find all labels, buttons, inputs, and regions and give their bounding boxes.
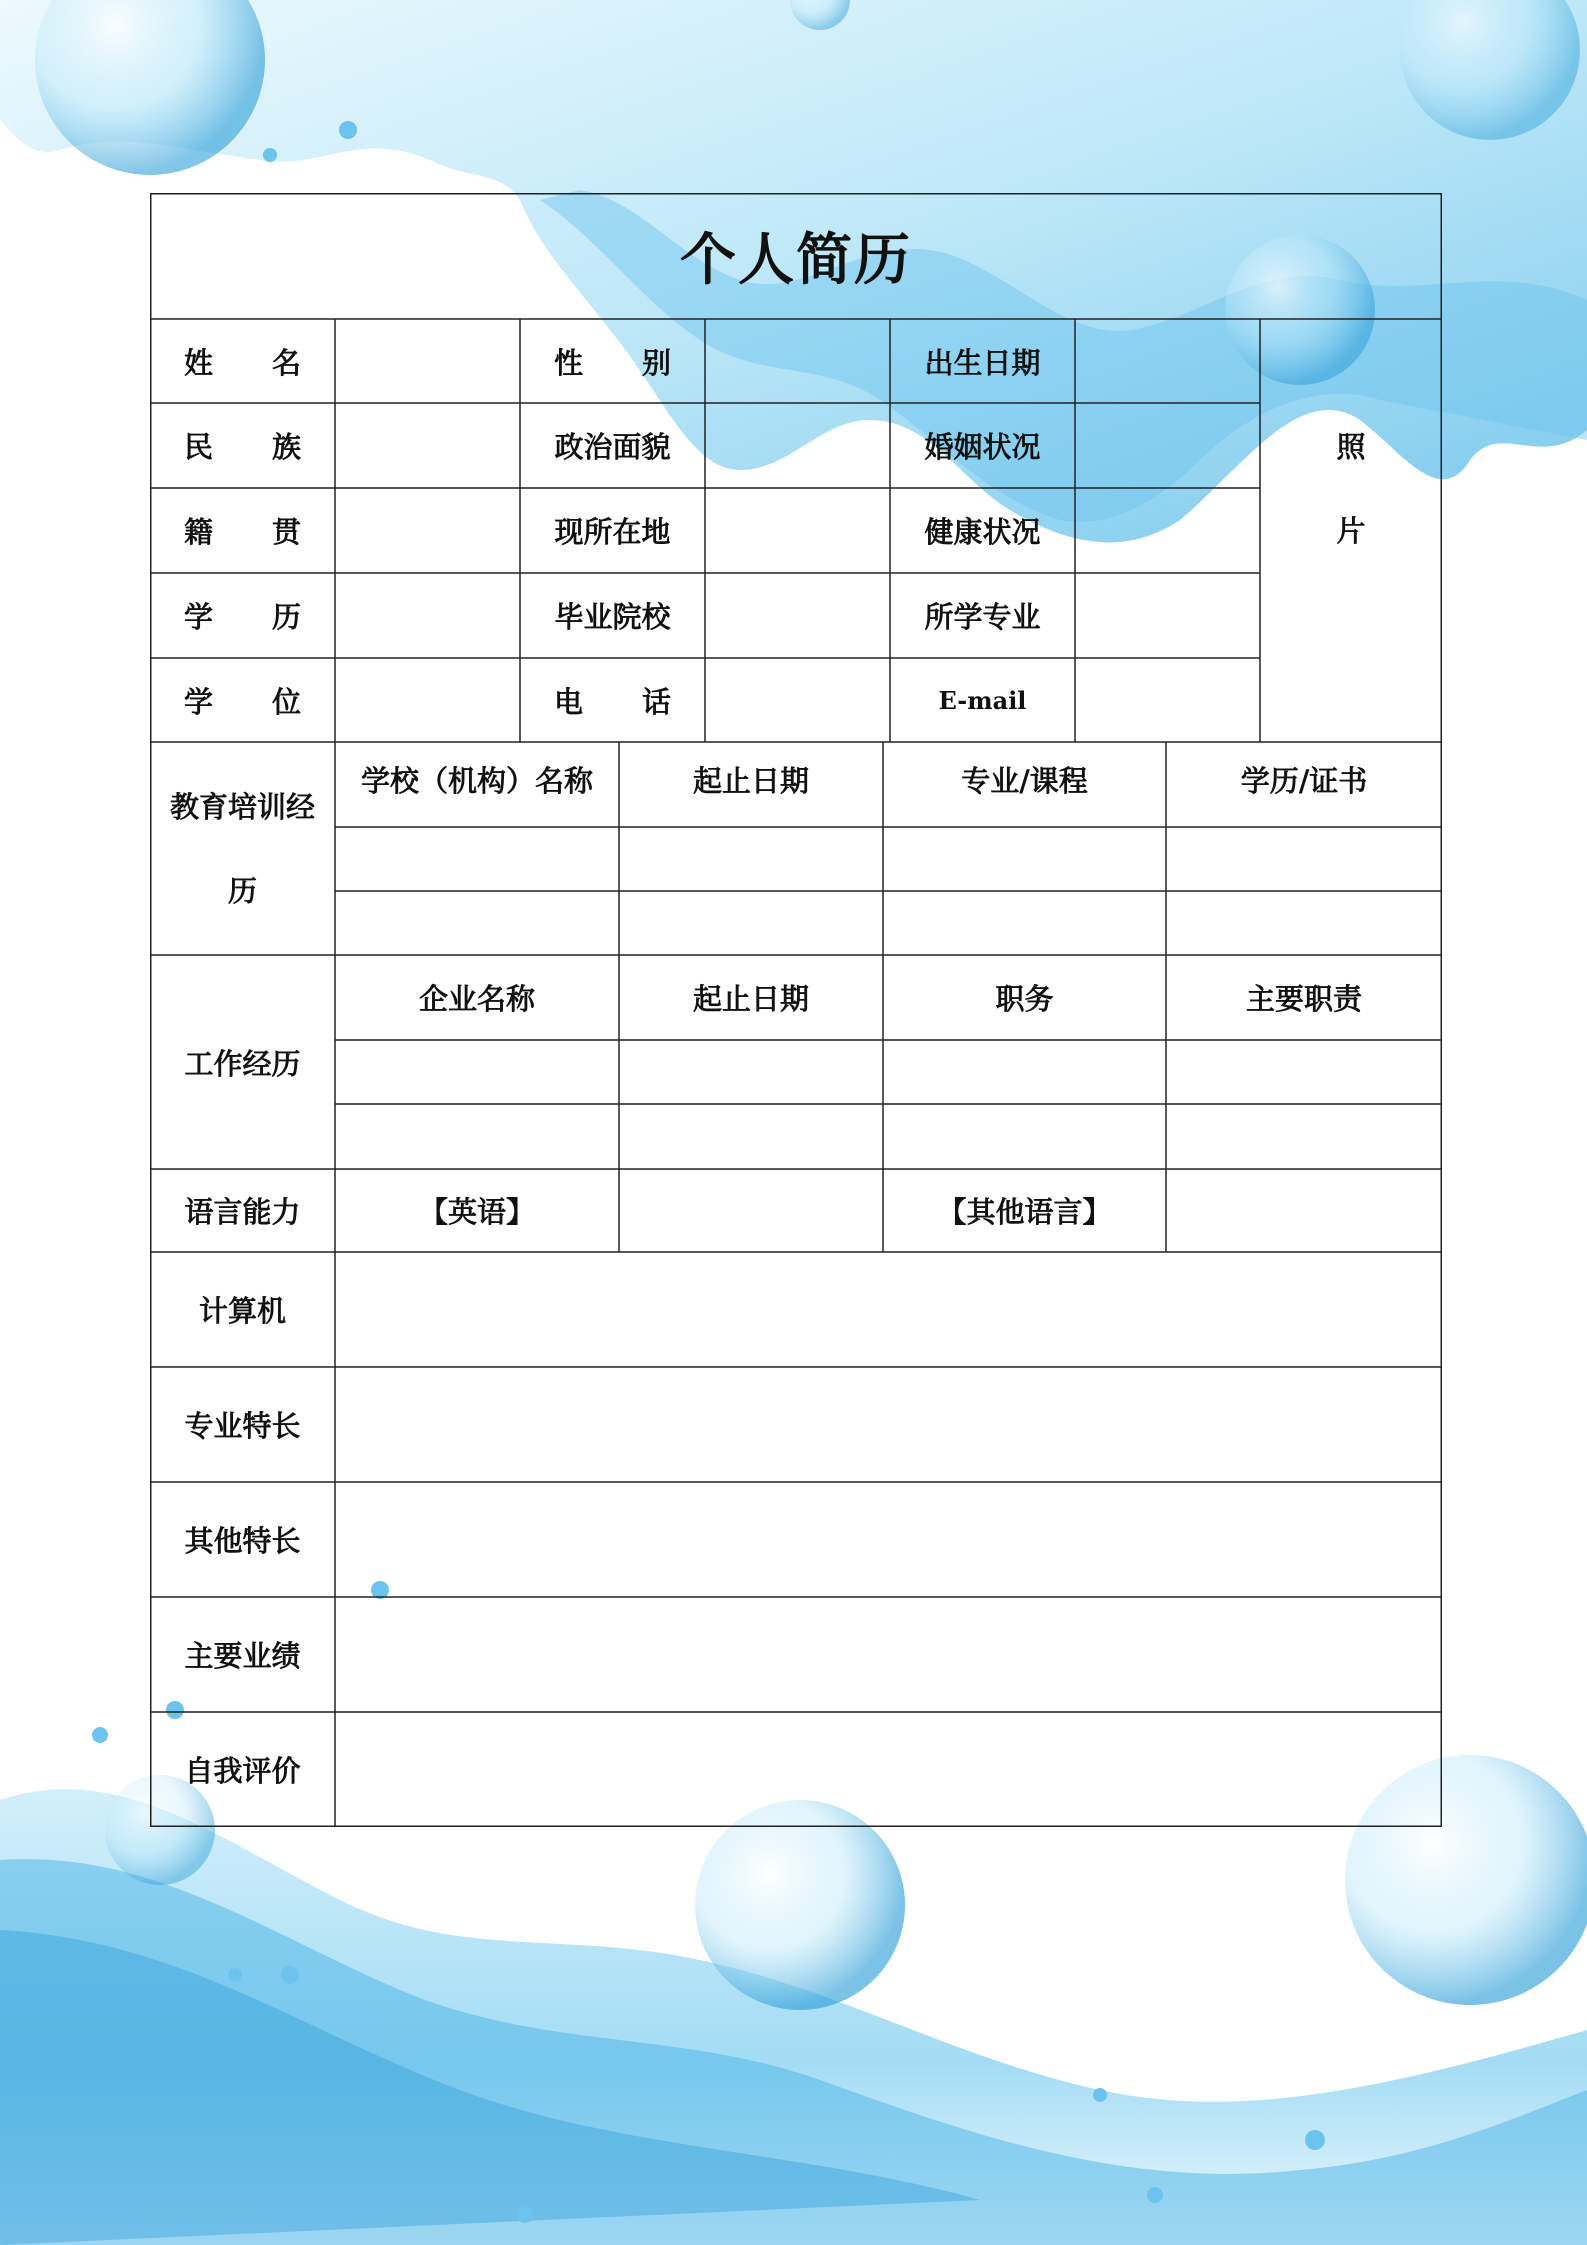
education-label: 教育培训经 历 <box>169 789 315 908</box>
self-evaluation-label: 自我评价 <box>184 1754 301 1788</box>
marital-status-value[interactable] <box>1075 403 1260 488</box>
self-evaluation-value[interactable] <box>335 1712 1442 1827</box>
professional-skills-label: 专业特长 <box>184 1409 301 1443</box>
phone-value[interactable] <box>705 658 890 742</box>
work-header-duties: 主要职责 <box>1245 982 1362 1016</box>
achievements-label: 主要业绩 <box>184 1639 301 1673</box>
degree-value[interactable] <box>335 658 520 742</box>
ethnicity-value[interactable] <box>335 403 520 488</box>
language-english-value[interactable] <box>619 1169 883 1252</box>
gender-label: 性 别 <box>554 345 671 380</box>
work-header-position: 职务 <box>995 982 1054 1016</box>
school-value[interactable] <box>705 573 890 658</box>
degree-label: 学 位 <box>184 684 301 719</box>
major-value[interactable] <box>1075 573 1260 658</box>
ethnicity-label: 民 族 <box>184 430 301 464</box>
marital-status-label: 婚姻状况 <box>924 430 1041 464</box>
current-location-label: 现所在地 <box>554 515 671 549</box>
email-value[interactable] <box>1075 658 1260 742</box>
computer-value[interactable] <box>335 1252 1442 1367</box>
education-header-school: 学校（机构）名称 <box>360 764 593 798</box>
education-level-label: 学 历 <box>184 600 301 634</box>
work-header-dates: 起止日期 <box>692 982 809 1016</box>
work-label: 工作经历 <box>184 1046 301 1081</box>
photo-label-2: 片 <box>1336 514 1366 548</box>
school-label: 毕业院校 <box>554 600 671 634</box>
major-label: 所学专业 <box>924 600 1041 634</box>
education-header-dates: 起止日期 <box>692 764 809 798</box>
language-english-label: 【英语】 <box>418 1195 535 1229</box>
birth-date-value[interactable] <box>1075 319 1260 403</box>
birth-date-label: 出生日期 <box>924 345 1041 380</box>
phone-label: 电 话 <box>554 684 671 719</box>
name-value[interactable] <box>335 319 520 403</box>
computer-label: 计算机 <box>198 1294 286 1328</box>
native-place-value[interactable] <box>335 488 520 573</box>
language-label: 语言能力 <box>184 1195 301 1229</box>
resume-sheet <box>150 193 1442 1827</box>
photo-box[interactable] <box>1260 319 1442 619</box>
current-location-value[interactable] <box>705 488 890 573</box>
photo-label-1: 照 <box>1336 430 1366 464</box>
language-other-label: 【其他语言】 <box>937 1195 1112 1229</box>
language-other-value[interactable] <box>1166 1169 1442 1252</box>
political-status-value[interactable] <box>705 403 890 488</box>
name-label: 姓 名 <box>184 345 301 380</box>
education-header-certificate: 学历/证书 <box>1240 764 1368 798</box>
health-label: 健康状况 <box>924 515 1041 549</box>
email-label: E-mail <box>938 685 1027 715</box>
native-place-label: 籍 贯 <box>184 515 301 549</box>
education-level-value[interactable] <box>335 573 520 658</box>
professional-skills-value[interactable] <box>335 1367 1442 1482</box>
work-header-company: 企业名称 <box>418 982 535 1016</box>
other-skills-label: 其他特长 <box>184 1524 301 1558</box>
gender-value[interactable] <box>705 319 890 403</box>
achievements-value[interactable] <box>335 1597 1442 1712</box>
other-skills-value[interactable] <box>335 1482 1442 1597</box>
political-status-label: 政治面貌 <box>554 430 671 464</box>
education-header-major: 专业/课程 <box>961 764 1088 798</box>
page-title: 个人简历 <box>680 228 912 293</box>
health-value[interactable] <box>1075 488 1260 573</box>
